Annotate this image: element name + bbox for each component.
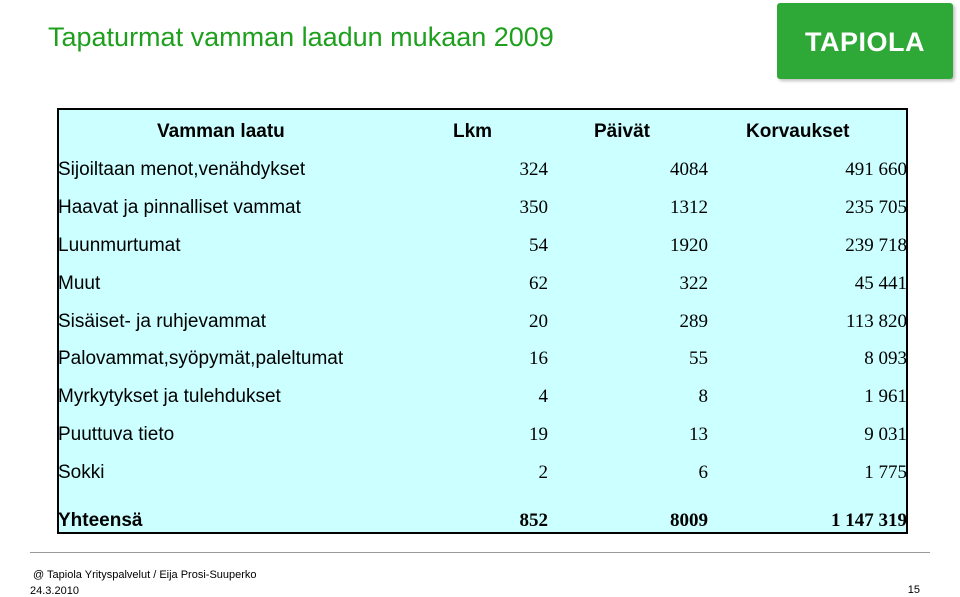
- row-korvaukset: 8 093: [864, 348, 907, 369]
- tapiola-logo: [777, 3, 953, 79]
- row-korvaukset: 491 660: [845, 159, 907, 180]
- row-lkm: 16: [529, 348, 548, 369]
- row-label: Puuttuva tieto: [58, 424, 175, 445]
- row-korvaukset: 113 820: [845, 311, 907, 332]
- header-paivat: Päivät: [594, 121, 650, 142]
- row-lkm: 324: [519, 159, 548, 180]
- row-paivat: 1312: [670, 197, 708, 218]
- row-paivat: 289: [679, 311, 708, 332]
- row-korvaukset: 1 961: [864, 386, 907, 407]
- row-lkm: 2: [538, 462, 548, 483]
- footer-credit: @ Tapiola Yrityspalvelut / Eija Prosi-Suuperko: [33, 569, 257, 581]
- row-lkm: 20: [529, 311, 548, 332]
- logo-text: TAPIOLA: [805, 27, 925, 57]
- row-paivat: 1920: [670, 235, 708, 256]
- header-lkm: Lkm: [453, 121, 493, 142]
- total-label: Yhteensä: [58, 510, 143, 531]
- row-label: Sokki: [58, 462, 105, 483]
- total-paivat: 8009: [670, 510, 708, 531]
- row-label: Sisäiset- ja ruhjevammat: [58, 311, 267, 332]
- row-lkm: 54: [529, 235, 548, 256]
- row-korvaukset: 239 718: [845, 235, 907, 256]
- row-lkm: 62: [529, 273, 548, 294]
- header-vamman-laatu: Vamman laatu: [157, 121, 285, 142]
- row-label: Muut: [58, 273, 101, 294]
- row-korvaukset: 9 031: [864, 424, 907, 445]
- row-korvaukset: 235 705: [845, 197, 907, 218]
- row-label: Palovammat,syöpymät,paleltumat: [58, 348, 344, 369]
- footer-date: 24.3.2010: [30, 585, 79, 597]
- row-paivat: 55: [689, 348, 708, 369]
- row-label: Myrkytykset ja tulehdukset: [58, 386, 281, 407]
- row-paivat: 8: [698, 386, 708, 407]
- slide-title: Tapaturmat vamman laadun mukaan 2009: [48, 22, 554, 52]
- row-label: Luunmurtumat: [58, 235, 181, 256]
- footer-divider: [30, 552, 930, 553]
- page-number: 15: [907, 584, 920, 596]
- row-paivat: 322: [679, 273, 708, 294]
- row-lkm: 19: [529, 424, 548, 445]
- total-lkm: 852: [519, 510, 548, 531]
- row-paivat: 4084: [670, 159, 708, 180]
- row-paivat: 13: [689, 424, 708, 445]
- row-korvaukset: 45 441: [854, 273, 907, 294]
- row-label: Haavat ja pinnalliset vammat: [58, 197, 301, 218]
- total-korvaukset: 1 147 319: [831, 510, 907, 531]
- header-korvaukset: Korvaukset: [746, 121, 850, 142]
- row-lkm: 4: [538, 386, 548, 407]
- row-paivat: 6: [698, 462, 708, 483]
- row-korvaukset: 1 775: [864, 462, 907, 483]
- row-label: Sijoiltaan menot,venähdykset: [58, 159, 306, 180]
- row-lkm: 350: [519, 197, 548, 218]
